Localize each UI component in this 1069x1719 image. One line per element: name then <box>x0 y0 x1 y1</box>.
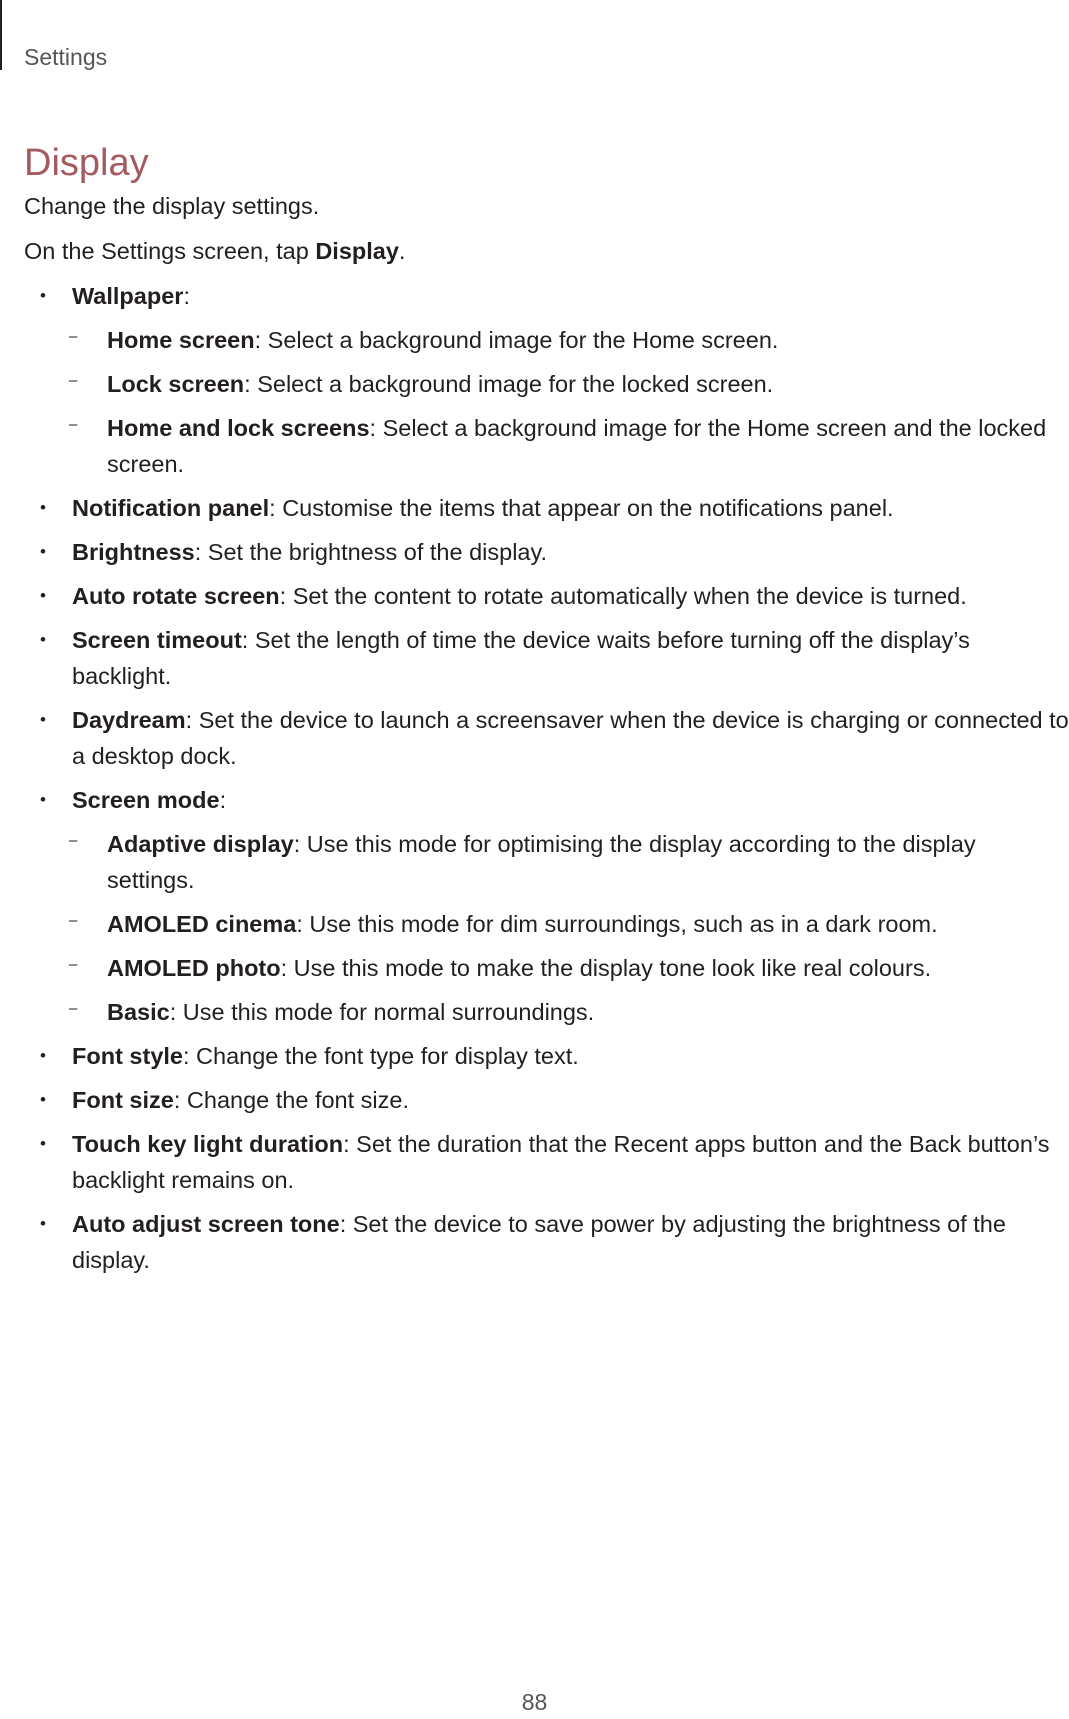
dash-icon: – <box>69 912 78 929</box>
item-term: Basic <box>107 999 170 1025</box>
item-term: Adaptive display <box>107 831 294 857</box>
item-desc: : Select a background image for the locked screen. <box>244 371 774 397</box>
item-desc: : Set the duration that the Recent apps button and the Back button’s backlight remains on. <box>72 1131 1050 1193</box>
intro-text: Change the display settings. <box>24 193 320 219</box>
dash-icon: – <box>69 832 78 849</box>
list-item-screen-mode <box>24 782 1069 818</box>
item-term: AMOLED photo <box>107 955 281 981</box>
instruction-text <box>24 233 1069 269</box>
sub-item-amoled-photo <box>24 950 1069 986</box>
list-item-font-style <box>24 1038 1069 1074</box>
dash-icon: – <box>69 328 78 345</box>
item-desc: : Change the font type for display text. <box>182 1043 579 1069</box>
page-content <box>24 188 1069 1286</box>
bullet-icon: • <box>40 630 46 649</box>
instruction-prefix: On the Settings screen, tap <box>24 238 316 264</box>
list-item-brightness <box>24 534 1069 570</box>
item-desc: : Select a background image for the Home screen and the locked screen. <box>107 415 1047 477</box>
list-item-daydream <box>24 702 1069 774</box>
bullet-icon: • <box>40 1046 46 1065</box>
list-item-font-size <box>24 1082 1069 1118</box>
item-desc: : Use this mode for optimising the display according to the display settings. <box>107 831 976 893</box>
item-desc: : Set the length of time the device waits before turning off the display’s backlight. <box>72 627 970 689</box>
item-term: Lock screen <box>107 371 245 397</box>
sub-item-amoled-cinema <box>24 906 1069 942</box>
item-term: Touch key light duration <box>72 1131 344 1157</box>
sub-item-adaptive-display <box>24 826 1069 898</box>
list-item-notification-panel <box>24 490 1069 526</box>
item-desc: : Customise the items that appear on the notifications panel. <box>269 495 894 521</box>
bullet-icon: • <box>40 790 46 809</box>
item-desc: : Use this mode for dim surroundings, such as in a dark room. <box>296 911 938 937</box>
item-desc: : Change the font size. <box>173 1087 409 1113</box>
list-item-screen-timeout <box>24 622 1069 694</box>
bullet-icon: • <box>40 710 46 729</box>
item-desc: : <box>219 787 227 813</box>
item-term: Auto rotate screen <box>72 583 280 609</box>
instruction-menu-name: Display <box>315 238 399 264</box>
item-term: Wallpaper <box>72 283 184 309</box>
item-desc: : Set the device to launch a screensaver when the device is charging or connected to a desktop dock. <box>72 707 1069 769</box>
dash-icon: – <box>69 956 78 973</box>
dash-icon: – <box>69 372 78 389</box>
bullet-icon: • <box>40 542 46 561</box>
item-term: Font size <box>72 1087 174 1113</box>
item-desc: : Set the device to save power by adjusting the brightness of the display. <box>72 1211 1006 1273</box>
page-number: 88 <box>521 1689 548 1715</box>
dash-icon: – <box>69 416 78 433</box>
sub-item-home-and-lock <box>24 410 1069 482</box>
item-term: Home and lock screens <box>107 415 370 441</box>
item-term: Brightness <box>72 539 195 565</box>
sub-item-basic <box>24 994 1069 1030</box>
bullet-icon: • <box>40 1134 46 1153</box>
bullet-icon: • <box>40 1214 46 1233</box>
bullet-icon: • <box>40 286 46 305</box>
list-item-auto-adjust-tone <box>24 1206 1069 1278</box>
item-desc: : Use this mode for normal surroundings. <box>169 999 595 1025</box>
bullet-icon: • <box>40 1090 46 1109</box>
page-title: Display <box>24 142 149 184</box>
item-desc: : Set the content to rotate automatically when the device is turned. <box>279 583 967 609</box>
bullet-icon: • <box>40 498 46 517</box>
sub-item-lock-screen <box>24 366 1069 402</box>
item-term: Font style <box>72 1043 183 1069</box>
item-term: Home screen <box>107 327 255 353</box>
item-term: Screen mode <box>72 787 220 813</box>
item-term: Auto adjust screen tone <box>72 1211 340 1237</box>
item-desc: : Select a background image for the Home screen. <box>254 327 779 353</box>
bullet-icon: • <box>40 586 46 605</box>
item-desc: : <box>183 283 190 309</box>
corner-rule <box>0 0 2 70</box>
item-desc: : Set the brightness of the display. <box>194 539 548 565</box>
item-term: AMOLED cinema <box>107 911 297 937</box>
running-header: Settings <box>24 44 108 70</box>
dash-icon: – <box>69 1000 78 1017</box>
item-desc: : Use this mode to make the display tone look like real colours. <box>280 955 932 981</box>
item-term: Notification panel <box>72 495 270 521</box>
list-item-wallpaper <box>24 278 1069 314</box>
list-item-auto-rotate <box>24 578 1069 614</box>
instruction-suffix: . <box>398 238 406 264</box>
sub-item-home-screen <box>24 322 1069 358</box>
item-term: Daydream <box>72 707 186 733</box>
list-item-touch-key-light <box>24 1126 1069 1198</box>
item-term: Screen timeout <box>72 627 242 653</box>
